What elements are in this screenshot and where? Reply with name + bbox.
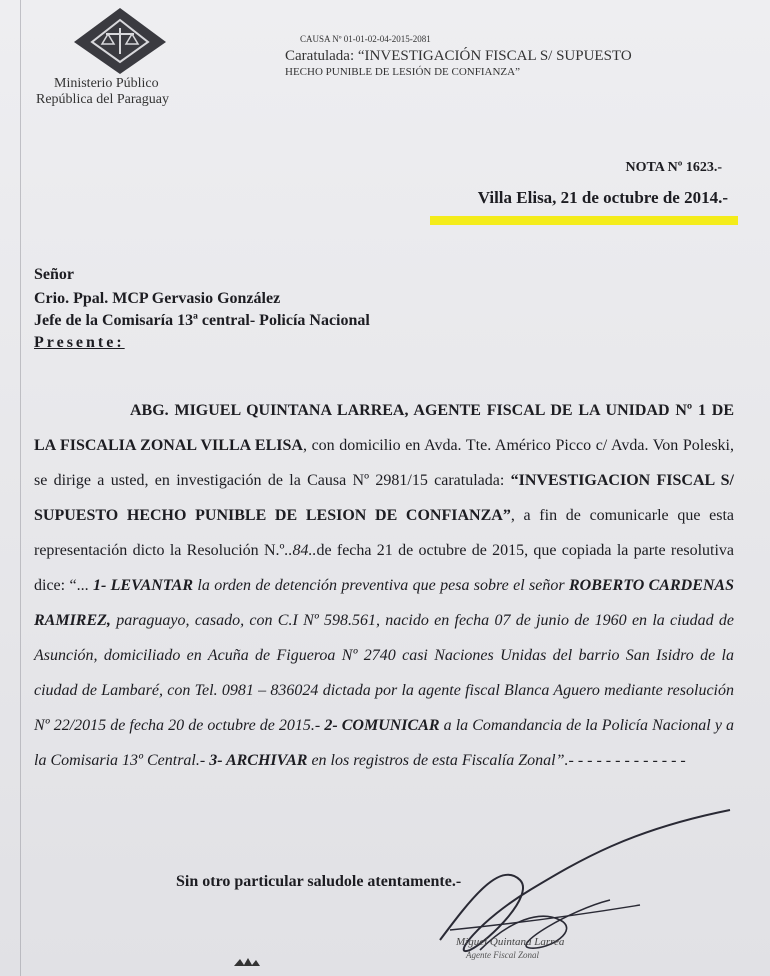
signature-title: Agente Fiscal Zonal [466, 950, 539, 960]
item-2-text: a la Comandancia de la Policía Nacional y a la Comisaria 13º Central.- [34, 717, 735, 769]
case-caption-line2: HECHO PUNIBLE DE LESIÓN DE CONFIANZA” [285, 66, 520, 78]
ministerio-publico-logo [70, 6, 170, 76]
person-name: ROBERTO CARDENAS RAMIREZ, [34, 577, 735, 629]
place-date: Villa Elisa, 21 de octubre de 2014.- [477, 188, 728, 207]
closing-line: Sin otro particular saludole atentamente.- [176, 873, 462, 890]
letter-body [34, 393, 734, 778]
institution-country: República del Paraguay [36, 92, 169, 107]
margin-line [20, 0, 21, 976]
signature-name: Miguel Quintana Larrea [456, 936, 565, 948]
note-number: NOTA Nº 1623.- [625, 160, 722, 175]
item-1-details: paraguayo, casado, con C.I Nº 598.561, nacido en fecha 07 de junio de 1960 en la ciudad de Asunción, domiciliado en Acuña de Figueroa Nº 2740 casi Naciones Unidas del barrio San Isidro de la ciudad de Lambaré, con Tel. 0981 – 836024 dictada por la agente fiscal Blanca Aguero mediante resolución Nº 22/2015 de fecha 20 de octubre de 2015.- [34, 612, 734, 734]
body-text: , a fin de comunicarle que esta representación dicto la Resolución N.º [34, 507, 734, 559]
item-2-label: 2- COMUNICAR [324, 717, 440, 734]
case-caption-line1: Caratulada: “INVESTIGACIÓN FISCAL S/ SUPUESTO [285, 48, 632, 64]
institution-name: Ministerio Público [54, 76, 159, 91]
prosecutor-heading: ABG. MIGUEL QUINTANA LARREA, AGENTE FISCAL DE LA UNIDAD Nº 1 DE LA FISCALIA ZONAL VILLA ELISA [34, 402, 734, 454]
item-1-label: 1- LEVANTAR [92, 577, 194, 594]
item-3-text: en los registros de esta Fiscalía Zonal”.- - - - - - - - - - - - - [307, 752, 686, 769]
footer-mark [232, 956, 262, 968]
addressee-role: Jefe de la Comisaría 13ª central- Policía Nacional [34, 312, 370, 329]
case-number: CAUSA Nº 01-01-02-04-2015-2081 [300, 34, 431, 44]
date-highlight [430, 216, 738, 225]
item-1-text: la orden de detención preventiva que pesa sobre el señor [193, 577, 569, 594]
body-text: de fecha 21 de octubre de 2015, que copiada la parte resolutiva dice: “... [34, 542, 735, 594]
item-3-label: 3- ARCHIVAR [209, 752, 308, 769]
resolution-number: ..84.. [284, 542, 317, 559]
presente-label: Presente: [34, 334, 125, 351]
case-caption-quote: “INVESTIGACION FISCAL S/ SUPUESTO HECHO PUNIBLE DE LESION DE CONFIANZA” [34, 472, 734, 524]
body-text: , con domicilio en Avda. Tte. Américo Picco c/ Avda. Von Poleski, se dirige a usted, en investigación de la Causa Nº 2981/15 caratulada: [34, 437, 735, 489]
addressee-salutation: Señor [34, 266, 74, 283]
addressee-name: Crio. Ppal. MCP Gervasio González [34, 290, 281, 307]
